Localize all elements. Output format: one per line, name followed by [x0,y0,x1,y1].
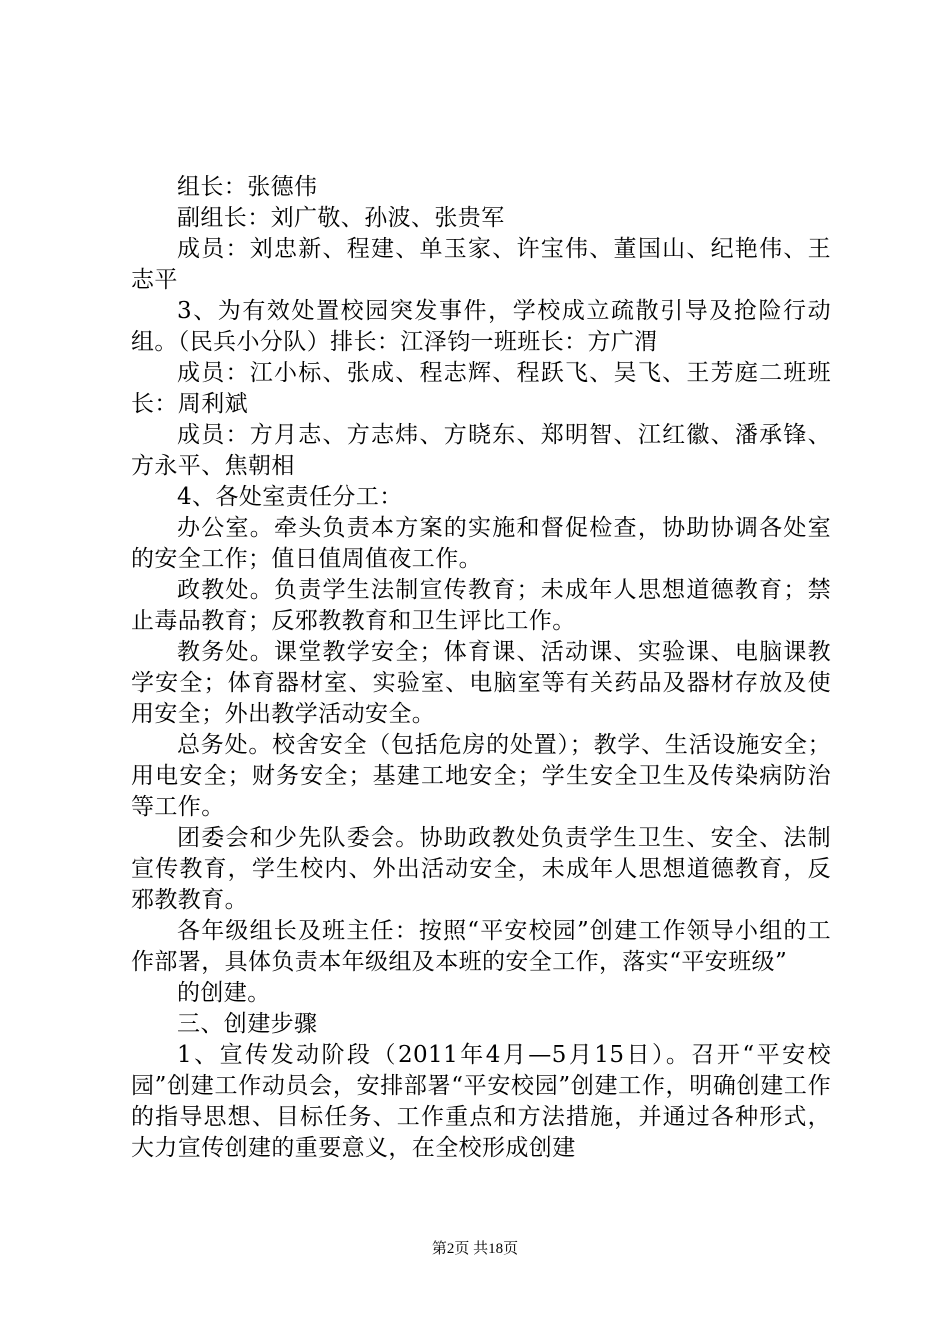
paragraph-deputy-leaders: 副组长：刘广敬、孙波、张贵军 [177,205,505,231]
body-text [131,172,831,1164]
page-footer: 第2页 共18页 [431,1241,519,1257]
paragraph-members-1: 成员：刘忠新、程建、单玉家、许宝伟、董国山、纪艳伟、王志平 [131,236,831,293]
paragraph-step-1: 1、宣传发动阶段（2011年4月—5月15日）。召开“平安校园”创建工作动员会，安排部署“平安校园”创建工作，明确创建工作的指导思想、目标任务、工作重点和方法措施，并通过各种形式，大力宣传创建的重要意义，在全校形成创建 [131,1042,831,1161]
paragraph-youth-league: 团委会和少先队委会。协助政教处负责学生卫生、安全、法制宣传教育，学生校内、外出活动安全，未成年人思想道德教育，反邪教教育。 [131,825,831,913]
paragraph-grade-leaders: 各年级组长及班主任：按照“平安校园”创建工作领导小组的工作部署，具体负责本年级组及本班的安全工作，落实“平安班级” [131,918,831,975]
paragraph-political-office: 政教处。负责学生法制宣传教育；未成年人思想道德教育；禁止毒品教育；反邪教教育和卫生评比工作。 [131,577,831,634]
paragraph-office: 办公室。牵头负责本方案的实施和督促检查，协助协调各处室的安全工作；值日值周值夜工作。 [131,515,831,572]
paragraph-item-3: 3、为有效处置校园突发事件，学校成立疏散引导及抢险行动组。（民兵小分队）排长：江泽钧一班班长：方广渭 [131,298,831,355]
paragraph-members-2: 成员：江小标、张成、程志辉、程跃飞、吴飞、王芳庭二班班长：周利斌 [131,360,831,417]
paragraph-general-affairs: 总务处。校舍安全（包括危房的处置）；教学、生活设施安全；用电安全；财务安全；基建工地安全；学生安全卫生及传染病防治等工作。 [131,732,831,820]
paragraph-creation: 的创建。 [177,980,271,1006]
paragraph-group-leader: 组长：张德伟 [177,174,318,200]
section-heading-steps: 三、创建步骤 [177,1011,318,1037]
paragraph-members-3: 成员：方月志、方志炜、方晓东、郑明智、江红徽、潘承锋、方永平、焦朝相 [131,422,831,479]
paragraph-item-4-heading: 4、各处室责任分工： [177,484,403,510]
paragraph-academic-office: 教务处。课堂教学安全；体育课、活动课、实验课、电脑课教学安全；体育器材室、实验室、电脑室等有关药品及器材存放及使用安全；外出教学活动安全。 [131,639,831,727]
